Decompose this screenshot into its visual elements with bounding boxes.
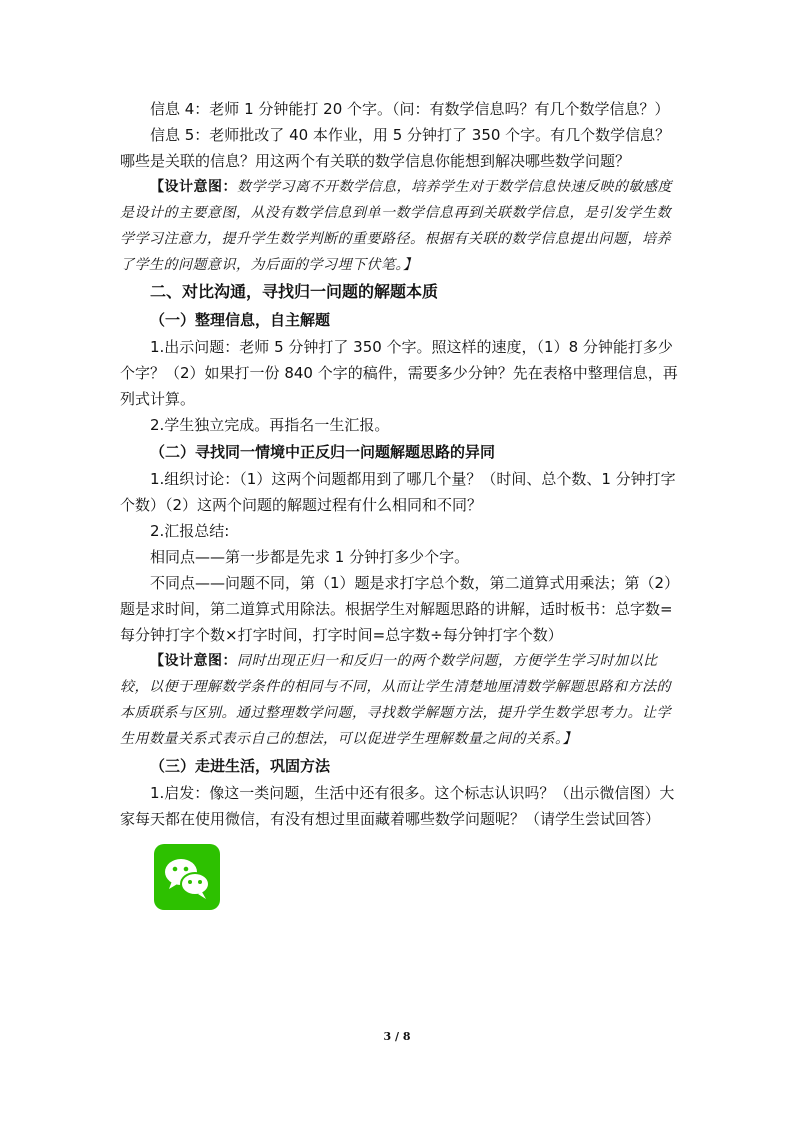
diff-point-paragraph: 不同点——问题不同，第（1）题是求打字总个数，第二道算式用乘法；第（2）题是求时间，第二道算式用除法。根据学生对解题思路的讲解，适时板书：总字数=每分钟打字个数×打字时间，打字时间=总字数÷每分钟打字个数） bbox=[120, 574, 673, 644]
subsection-2-heading: （二）寻找同一情境中正反归一问题解题思路的异同 bbox=[150, 443, 496, 461]
same-point-paragraph: 相同点——第一步都是先求 1 分钟打多少个字。 bbox=[150, 548, 470, 566]
design-intent-1 bbox=[120, 174, 678, 278]
document-body bbox=[120, 96, 678, 910]
page-number: 3 / 8 bbox=[383, 1030, 411, 1043]
item-1-paragraph: 1.出示问题：老师 5 分钟打了 350 个字。照这样的速度，（1）8 分钟能打多少个字？（2）如果打一份 840 个字的稿件，需要多少分钟？先在表格中整理信息，再列式计算。 bbox=[120, 338, 678, 408]
subsection-1-heading: （一）整理信息，自主解题 bbox=[150, 311, 331, 329]
design-intent-1-lead: 【设计意图： bbox=[150, 179, 237, 195]
section-2-heading: 二、对比沟通，寻找归一问题的解题本质 bbox=[150, 282, 439, 301]
design-intent-2 bbox=[120, 648, 678, 752]
item-2-paragraph: 2.学生独立完成。再指名一生汇报。 bbox=[150, 416, 390, 434]
info4-paragraph: 信息 4：老师 1 分钟能打 20 个字。（问：有数学信息吗？有几个数学信息？） bbox=[150, 100, 670, 118]
subsection-3-heading: （三）走进生活，巩固方法 bbox=[150, 757, 331, 775]
wechat-logo-icon bbox=[154, 844, 220, 910]
info5-paragraph: 信息 5：老师批改了 40 本作业，用 5 分钟打了 350 个字。有几个数学信息？哪些是关联的信息？用这两个有关联的数学信息你能想到解决哪些数学问题？ bbox=[120, 126, 671, 170]
design-intent-2-lead: 【设计意图： bbox=[150, 653, 237, 669]
item-4-paragraph: 2.汇报总结: bbox=[150, 522, 230, 540]
item-3-paragraph: 1.组织讨论：（1）这两个问题都用到了哪几个量？（时间、总个数、1 分钟打字个数）（2）这两个问题的解题过程有什么相同和不同？ bbox=[120, 470, 676, 514]
design-intent-2-body: 同时出现正归一和反归一的两个数学问题，方便学生学习时加以比较，以便于理解数学条件的相同与不同，从而让学生清楚地厘清数学解题思路和方法的本质联系与区别。通过整理数学问题，寻找数学解题方法，提升学生数学思考力。让学生用数量关系式表示自己的想法，可以促进学生理解数量之间的关系。】 bbox=[120, 653, 671, 747]
design-intent-1-body: 数学学习离不开数学信息，培养学生对于数学信息快速反映的敏感度是设计的主要意图，从没有数学信息到单一数学信息再到关联数学信息，是引发学生数学学习注意力，提升学生数学判断的重要路径。根据有关联的数学信息提出问题，培养了学生的问题意识，为后面的学习埋下伏笔。】 bbox=[120, 179, 672, 273]
item-5-paragraph: 1.启发：像这一类问题，生活中还有很多。这个标志认识吗？（出示微信图）大家每天都在使用微信，有没有想过里面藏着哪些数学问题呢？（请学生尝试回答） bbox=[120, 784, 675, 828]
